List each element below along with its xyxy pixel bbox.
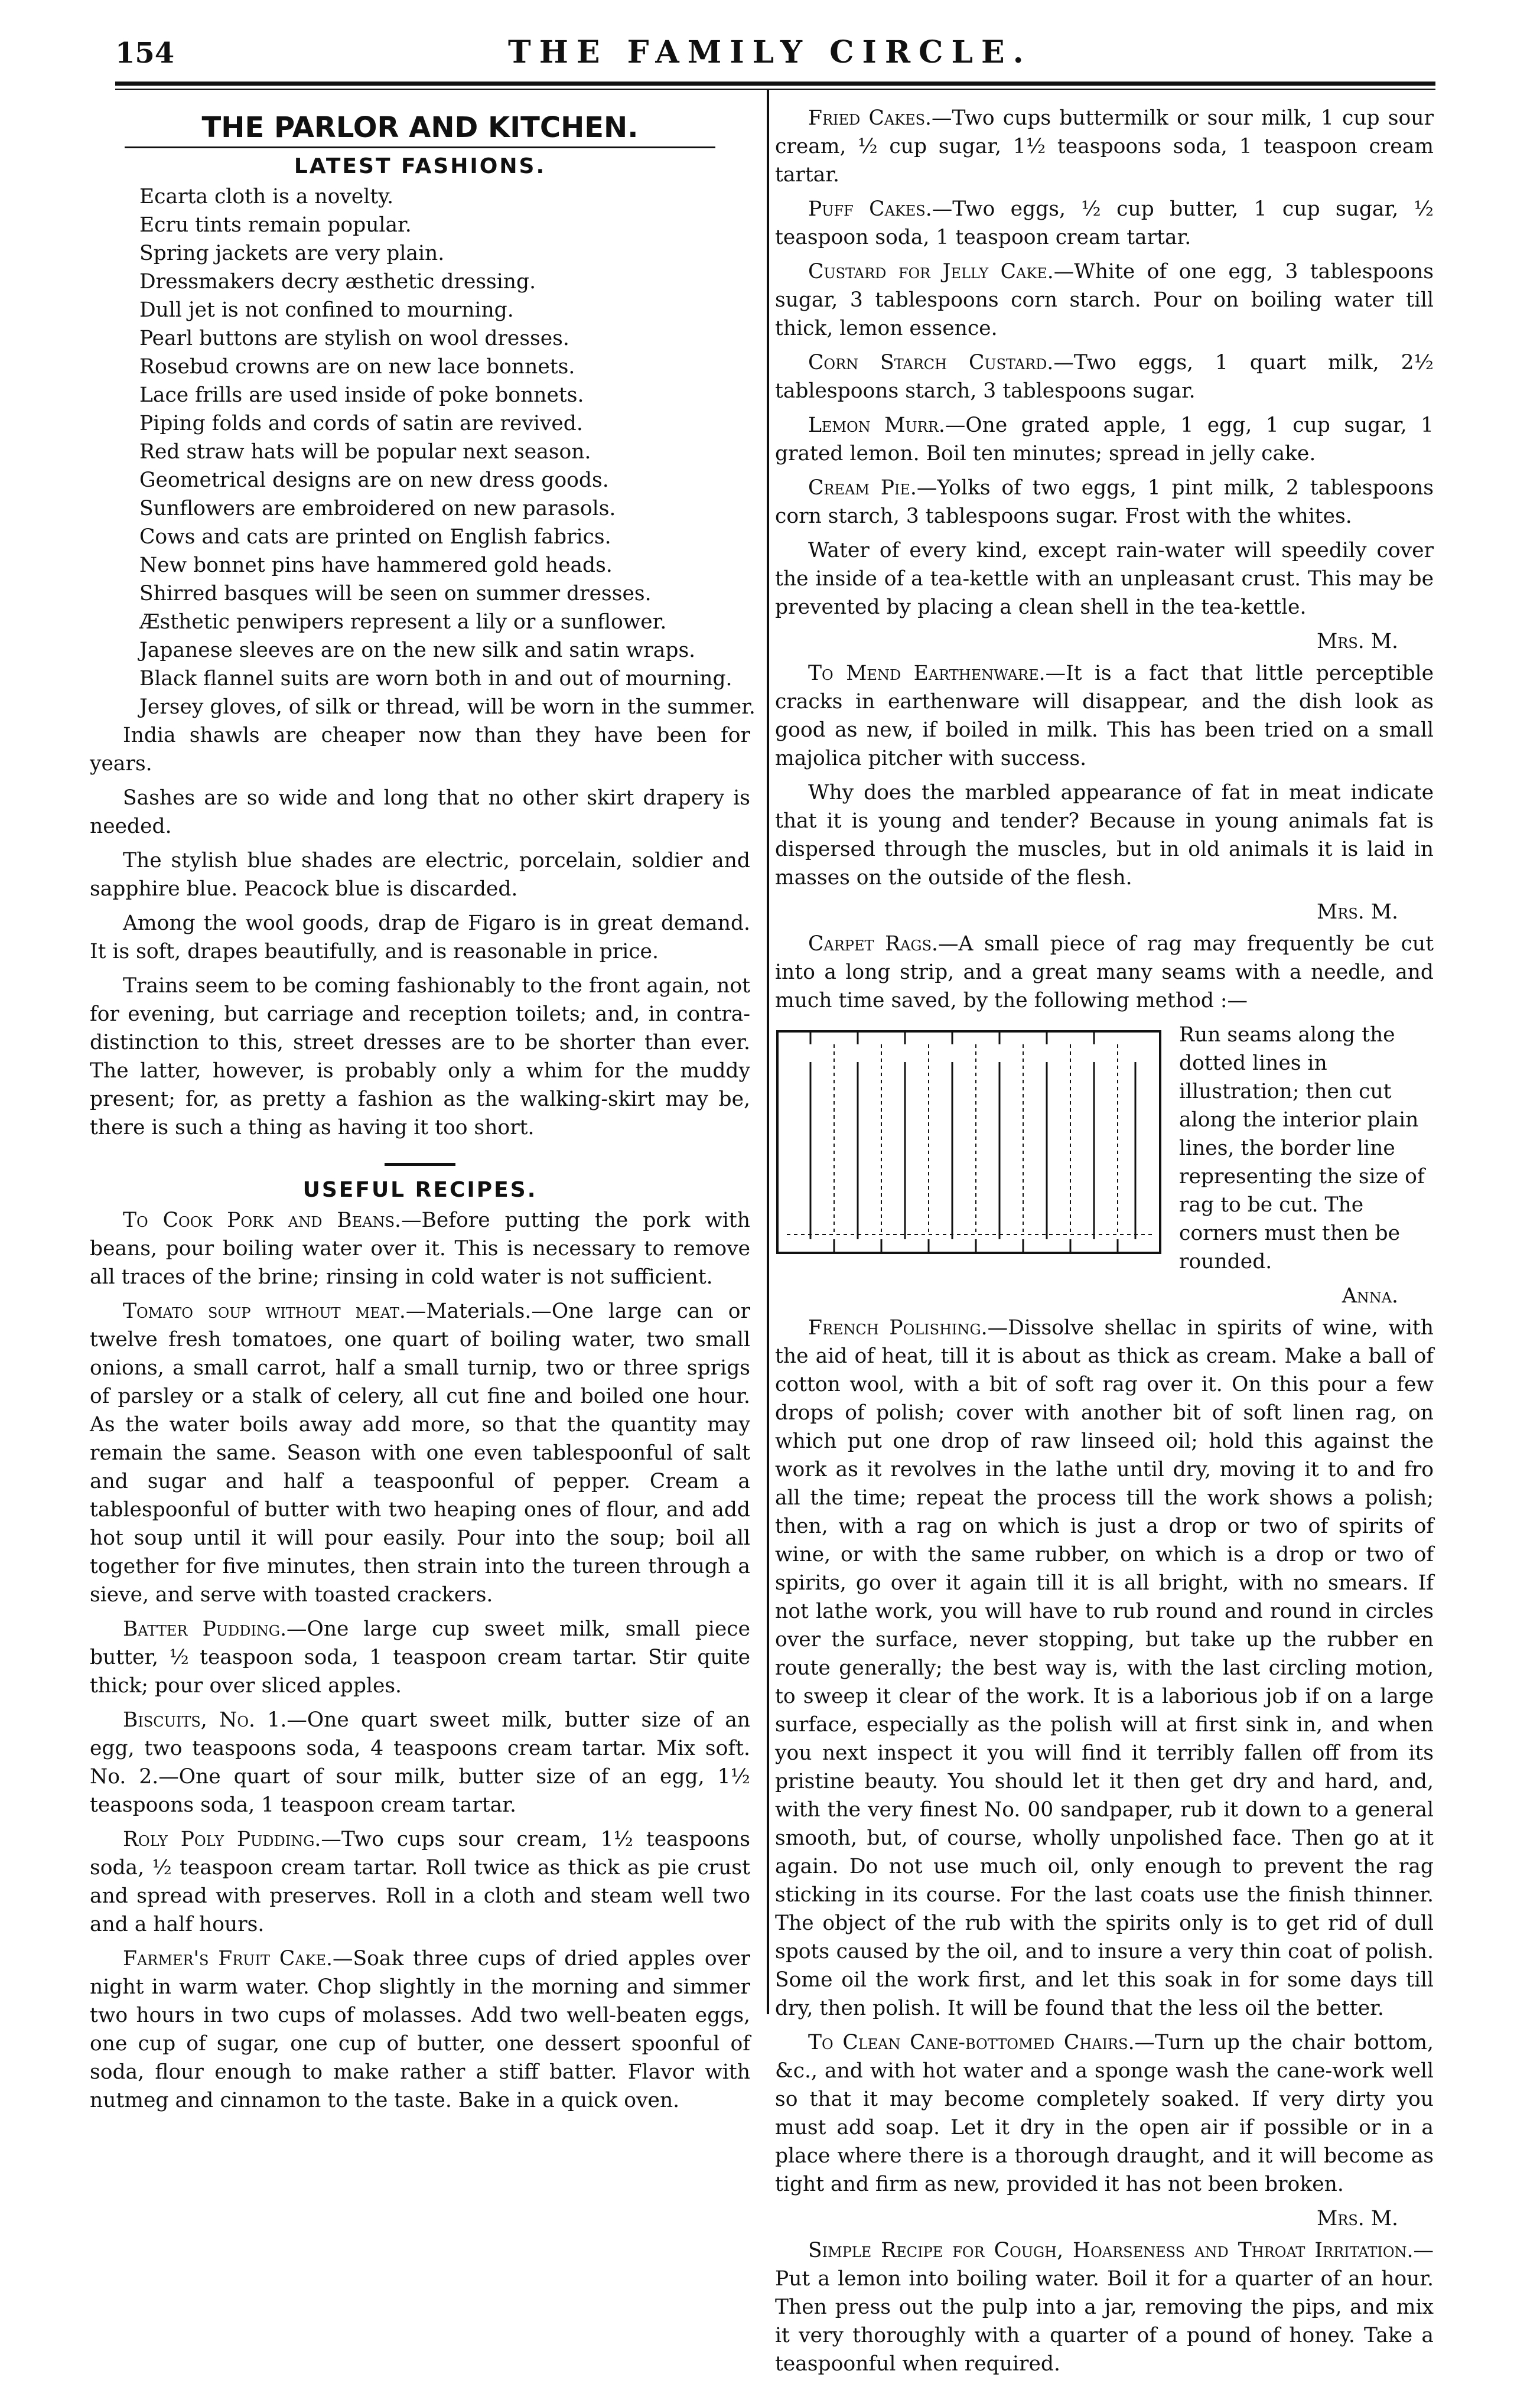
fashion-paragraph: The stylish blue shades are electric, porcelain, soldier and sapphire blue. Peacock blue is discarded. [90, 849, 750, 901]
fashion-line: Piping folds and cords of satin are revived. [139, 412, 583, 435]
recipe-text: —Two cups buttermilk or sour milk, 1 cup sour cream, ½ cup sugar, 1½ teaspoons soda, 1 teaspoon cream tartar. [775, 106, 1434, 187]
fashion-line: Dull jet is not confined to mourning. [139, 298, 514, 322]
fashion-paragraph: Trains seem to be coming fashionably to the front again, not for evening, but carriage and reception toilets; and, in contra-distinction to this, street dresses are to be shorter than ever. The latter, however, is probably only a whim for the muddy present; for, as pretty a fashion as the walking-skirt may be, there is such a thing as having it too short. [90, 974, 750, 1139]
masthead-title: THE FAMILY CIRCLE. [508, 34, 1032, 70]
fashion-line: Black flannel suits are worn both in and out of mourning. [139, 667, 732, 691]
carpet-rags-figure-text: Run seams along the dotted lines in illustration; then cut along the interior plain lines, the border line representing the size of rag to be cut. The corners must then be rounded. [1179, 1023, 1425, 1274]
recipe [90, 1206, 750, 1291]
recipe-text: —Two eggs, 1 quart milk, 2½ tablespoons starch, 3 tablespoons sugar. [775, 351, 1434, 403]
cough-recipe-title: Simple Recipe for Cough, Hoarseness and Throat Irritation. [808, 2239, 1414, 2262]
carpet-rag-diagram [775, 1021, 1165, 1266]
recipe-title: Fried Cakes. [808, 106, 932, 130]
fashion-line: Japanese sleeves are on the new silk and satin wraps. [139, 639, 696, 662]
fashion-line: Sunflowers are embroidered on new parasols. [139, 497, 616, 520]
fashion-line: Rosebud crowns are on new lace bonnets. [139, 355, 575, 379]
column-divider [767, 89, 769, 2014]
recipe [90, 1706, 750, 1819]
fashion-paragraph: Sashes are so wide and long that no other skirt drapery is needed. [90, 786, 750, 838]
carpet-rags-figure-block [775, 1021, 1434, 1276]
section-separator [385, 1163, 455, 1166]
recipe [775, 411, 1434, 468]
carpet-rags-title: Carpet Rags. [808, 932, 938, 956]
recipe [90, 1825, 750, 1939]
recipe-title: Cream Pie. [808, 476, 917, 500]
french-polishing-text: —Dissolve shellac in spirits of wine, with the aid of heat, till it is about as thick as cream. Make a ball of cotton wool, with a bit of soft rag over it. On this pour a few drops of polish; cover with another bit of soft linen rag, on which put one drop of raw linseed oil; hold this against the work as it revolves in the lathe until dry, moving it to and fro all the time; repeat the process till the work shows a polish; then, with a rag on which is just a drop or two of spirits of wine, or with the same rubber, on which is a drop or two of spirits, go over it again till it is all bright, with no smears. If not lathe work, you will have to rub round and round in circles over the surface, never stopping, but take up the rubber en route generally; the best way is, with the last circling motion, to sweep it clear of the work. It is a laborious job if on a large surface, especially as the polish will at first sink in, and when you next inspect it you will find it terribly fallen off from its pristine beauty. You should let it then get dry and hard, and, with the very finest No. 00 sandpaper, rub it down to a general smooth, but, of course, wholly unpolished face. Then go at it again. Do not use much oil, only enough to prevent the rag sticking in its course. For the last coats use the finish thinner. The object of the rub with the spirits only is to get rid of dull spots caused by the oil, and to insure a very thin coat of polish. Some oil the work first, and let this soak in for some days till dry, then polish. It will be found that the less oil the better. [775, 1316, 1434, 2020]
fashion-line: Pearl buttons are stylish on wool dresses. [139, 327, 569, 350]
recipe [90, 1945, 750, 2115]
kettle-paragraph: Water of every kind, except rain-water will speedily cover the inside of a tea-kettle with an unpleasant crust. This may be prevented by placing a clean shell in the tea-kettle. [775, 539, 1434, 619]
recipe-title: Lemon Murr. [808, 413, 945, 437]
earthenware-title: To Mend Earthenware. [808, 662, 1046, 685]
signature: Mrs. M. [1316, 630, 1398, 653]
recipe [775, 104, 1434, 189]
signature: Mrs. M. [1316, 900, 1398, 924]
french-polishing-title: French Polishing. [808, 1316, 988, 1340]
fashion-line: Ecarta cloth is a novelty. [139, 185, 394, 209]
french-polishing-paragraph [775, 1314, 1434, 2023]
carpet-rags-paragraph [775, 930, 1434, 1015]
cane-chairs-paragraph [775, 2028, 1434, 2199]
fashion-line: Shirred basques will be seen on summer dresses. [139, 582, 652, 605]
carpet-rags-text: —A small piece of rag may frequently be cut into a long strip, and a great many seams with a needle, and much time saved, by the following method :— [775, 932, 1434, 1012]
fashion-line: Æsthetic penwipers represent a lily or a sunflower. [139, 610, 667, 634]
fashion-line: Red straw hats will be popular next season. [139, 440, 591, 464]
signature: Anna. [1342, 1284, 1398, 1308]
fashion-list [90, 183, 756, 721]
fashion-paragraph: India shawls are cheaper now than they have been for years. [90, 724, 750, 776]
right-column [775, 104, 1434, 2384]
fashion-line: Jersey gloves, of silk or thread, will be worn in the summer. [139, 695, 756, 719]
earthenware-paragraph [775, 659, 1434, 773]
recipe-text: —One large cup sweet milk, small piece butter, ½ teaspoon soda, 1 teaspoon cream tartar. Stir quite thick; pour over sliced apples. [90, 1617, 750, 1698]
recipe-title: To Cook Pork and Beans. [123, 1209, 401, 1232]
recipe-text: —Two eggs, ½ cup butter, 1 cup sugar, ½ teaspoon soda, 1 teaspoon cream tartar. [775, 197, 1434, 249]
fashion-paragraph: Among the wool goods, drap de Figaro is in great demand. It is soft, drapes beautifully, and is reasonable in price. [90, 911, 750, 963]
recipe-text: —One quart sweet milk, butter size of an egg, two teaspoons soda, 4 teaspoons cream tartar. Mix soft. No. 2.—One quart of sour milk, butter size of an egg, 1½ teaspoons soda, 1 teaspoon cream tartar. [90, 1708, 750, 1817]
cane-chairs-title: To Clean Cane-bottomed Chairs. [808, 2031, 1135, 2054]
cough-recipe-paragraph [775, 2236, 1434, 2378]
fashion-line: Spring jackets are very plain. [139, 242, 445, 265]
page-number: 154 [115, 37, 175, 70]
recipe-text: —Materials.—One large can or twelve fresh tomatoes, one quart of boiling water, two small onions, a small carrot, half a small turnip, two or three sprigs of parsley or a stalk of celery, all cut fine and boiled one hour. As the water boils away add more, so that the quantity may remain the same. Season with one even tablespoonful of salt and sugar and half a teaspoonful of pepper. Cream a tablespoonful of butter with two heaping ones of flour, and add hot soup until it will pour easily. Pour into the soup; boil all together for five minutes, then strain into the tureen through a sieve, and serve with toasted crackers. [90, 1300, 750, 1607]
recipe-title: Farmer's Fruit Cake. [123, 1947, 333, 1971]
recipe-text: —Yolks of two eggs, 1 pint milk, 2 tablespoons corn starch, 3 tablespoons sugar. Frost with the whites. [775, 476, 1434, 528]
recipe-title: Roly Poly Pudding. [123, 1828, 321, 1851]
recipe-title: Puff Cakes. [808, 197, 932, 221]
fashion-line: Lace frills are used inside of poke bonnets. [139, 383, 584, 407]
recipe [90, 1297, 750, 1609]
section-rule [125, 146, 715, 148]
recipe-title: Biscuits, No. 1. [123, 1708, 287, 1732]
fashion-line: New bonnet pins have hammered gold heads. [139, 553, 613, 577]
recipe-title: Corn Starch Custard. [808, 351, 1054, 374]
header-rule [115, 82, 1435, 86]
recipe-title: Custard for Jelly Cake. [808, 260, 1054, 284]
recipe [775, 195, 1434, 252]
recipe-text: —Two cups sour cream, 1½ teaspoons soda, ½ teaspoon cream tartar. Roll twice as thick as pie crust and spread with preserves. Roll in a cloth and steam well two and a half hours. [90, 1828, 750, 1936]
section-title: THE PARLOR AND KITCHEN. [201, 111, 639, 144]
fashion-line: Geometrical designs are on new dress goods. [139, 468, 609, 492]
fashion-line: Dressmakers decry æsthetic dressing. [139, 270, 536, 294]
fashion-line: Cows and cats are printed on English fabrics. [139, 525, 611, 549]
recipe-text: —White of one egg, 3 tablespoons sugar, 3 tablespoons corn starch. Pour on boiling water till thick, lemon essence. [775, 260, 1434, 340]
recipe-text: —Before putting the pork with beans, pour boiling water over it. This is necessary to remove all traces of the brine; rinsing in cold water is not sufficient. [90, 1209, 751, 1289]
recipe-title: Tomato soup without meat. [123, 1300, 406, 1323]
recipes-heading: USEFUL RECIPES. [302, 1178, 538, 1202]
header-rule-thin [115, 89, 1435, 90]
earthenware-text: —It is a fact that little perceptible cracks in earthenware will disappear, and the dish look as good as new, if boiled in milk. This has been tried on a small majolica pitcher with success. [775, 662, 1434, 770]
recipe [775, 349, 1434, 405]
recipe-title: Batter Pudding. [123, 1617, 287, 1641]
cane-chairs-text: —Turn up the chair bottom, &c., and with hot water and a sponge wash the cane-work well so that it may become completely soaked. If very dirty you must add soap. Let it dry in the open air if possible or in a place where there is a thorough draught, and it will become as tight and firm as new, provided it has not been broken. [775, 2031, 1434, 2196]
signature: Mrs. M. [1316, 2207, 1398, 2230]
fat-paragraph: Why does the marbled appearance of fat in meat indicate that it is young and tender? Because in young animals fat is dispersed through the muscles, but in old animals it is laid in masses on the outside of the flesh. [775, 781, 1434, 890]
cough-recipe-text: —Put a lemon into boiling water. Boil it for a quarter of an hour. Then press out the pulp into a jar, removing the pips, and mix it very thoroughly with a quarter of a pound of honey. Take a teaspoonful when required. [775, 2239, 1434, 2376]
recipe [90, 1615, 750, 1700]
left-column [90, 104, 756, 2121]
recipe [775, 258, 1434, 343]
recipe-text: —Soak three cups of dried apples over night in warm water. Chop slightly in the morning and simmer two hours in two cups of molasses. Add two well-beaten eggs, one cup of sugar, one cup of butter, one dessert spoonful of soda, flour enough to make rather a stiff batter. Flavor with nutmeg and cinnamon to the taste. Bake in a quick oven. [90, 1947, 750, 2112]
recipe [775, 474, 1434, 530]
fashion-line: Ecru tints remain popular. [139, 213, 412, 237]
recipe-text: —One grated apple, 1 egg, 1 cup sugar, 1 grated lemon. Boil ten minutes; spread in jelly cake. [775, 413, 1434, 465]
fashions-heading: LATEST FASHIONS. [294, 154, 546, 178]
